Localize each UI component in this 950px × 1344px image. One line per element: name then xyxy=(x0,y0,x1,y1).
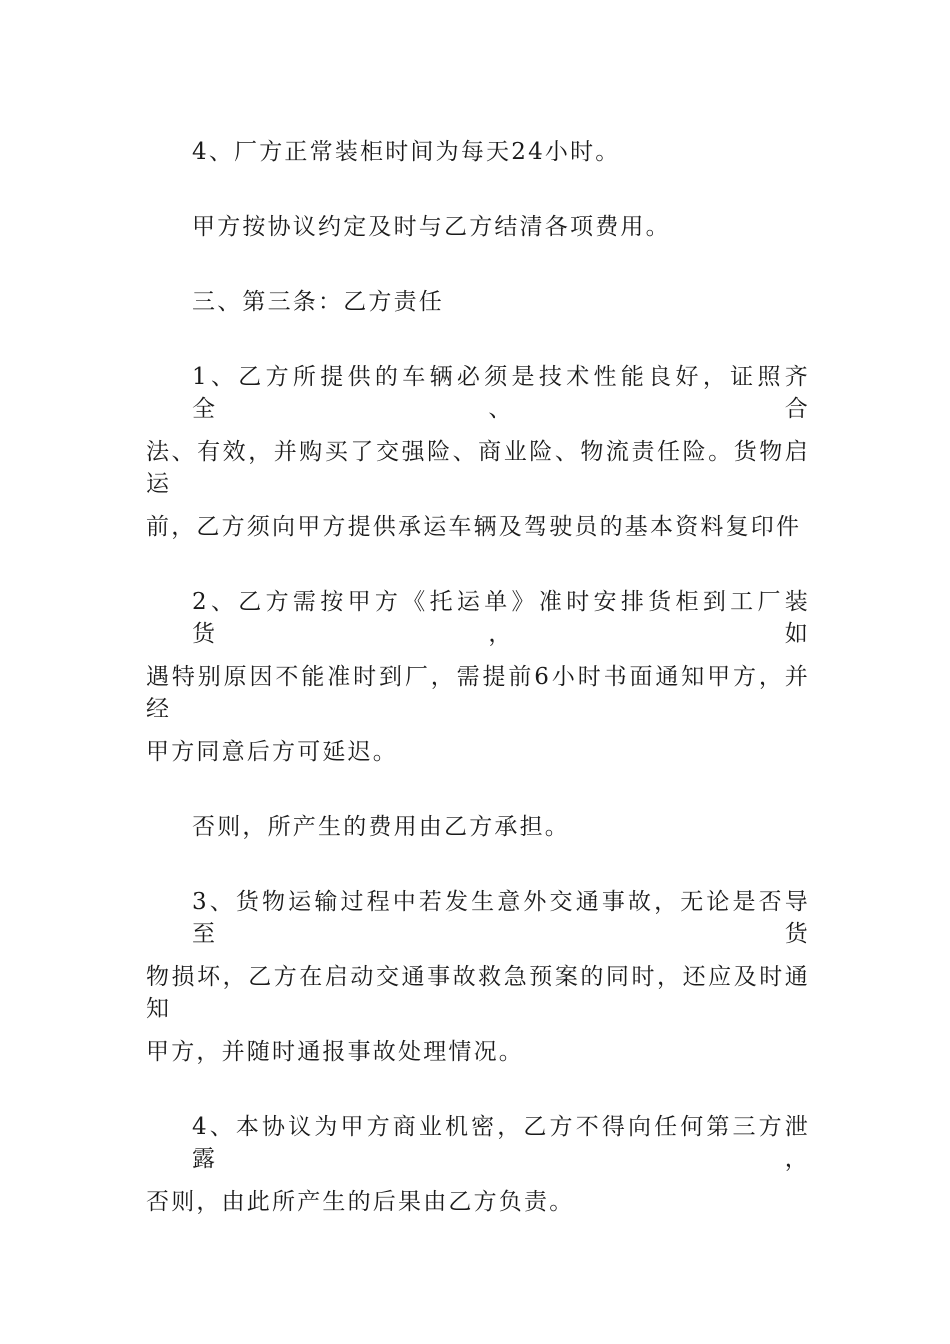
paragraph-line: 法、有效，并购买了交强险、商业险、物流责任险。货物启运 xyxy=(146,439,810,497)
paragraph-line: 4、厂方正常装柜时间为每天24小时。 xyxy=(192,139,621,165)
paragraph-line: 甲方按协议约定及时与乙方结清各项费用。 xyxy=(192,214,671,240)
paragraph-line: 物损坏，乙方在启动交通事故救急预案的同时，还应及时通知 xyxy=(146,964,810,1022)
paragraph-line: 3、货物运输过程中若发生意外交通事故，无论是否导至货 xyxy=(192,889,810,947)
section-heading: 三、第三条：乙方责任 xyxy=(192,289,444,315)
paragraph-line: 甲方同意后方可延迟。 xyxy=(146,739,398,765)
paragraph-line: 否则，所产生的费用由乙方承担。 xyxy=(192,814,570,840)
paragraph-line: 1、乙方所提供的车辆必须是技术性能良好，证照齐全、合 xyxy=(192,364,810,422)
paragraph-line: 前，乙方须向甲方提供承运车辆及驾驶员的基本资料复印件 xyxy=(146,514,802,540)
paragraph-line: 2、乙方需按甲方《托运单》准时安排货柜到工厂装货，如 xyxy=(192,589,810,647)
paragraph-line: 遇特别原因不能准时到厂，需提前6小时书面通知甲方，并经 xyxy=(146,664,810,722)
paragraph-line: 甲方，并随时通报事故处理情况。 xyxy=(146,1039,524,1065)
paragraph-line: 4、本协议为甲方商业机密，乙方不得向任何第三方泄露， xyxy=(192,1114,810,1172)
paragraph-line: 否则，由此所产生的后果由乙方负责。 xyxy=(146,1189,575,1215)
